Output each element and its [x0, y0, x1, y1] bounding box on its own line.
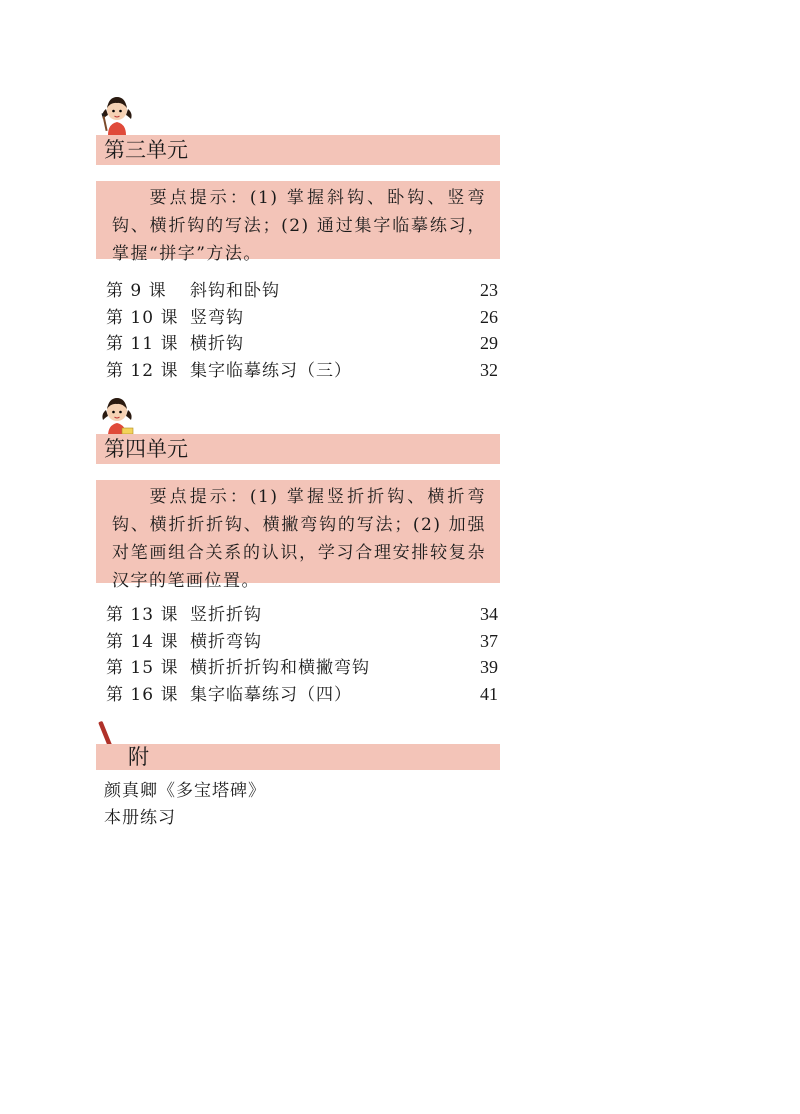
- lesson-title: 竖折折钩: [190, 605, 262, 625]
- lesson-page: 39: [480, 657, 498, 677]
- lesson-page: 29: [480, 333, 498, 353]
- lesson-number: 第 11 课: [106, 334, 179, 354]
- lesson-number: 第 12 课: [106, 360, 179, 381]
- tips-text: 要点提示：(1) 掌握竖折折钩、横折弯钩、横折折折钩、横撇弯钩的写法；(2) 加强对笔画组合关系的认识，学习合理安排较复杂汉字的笔画位置。: [112, 487, 486, 591]
- lesson-number: 第 15 课: [106, 658, 179, 678]
- lesson-title: 竖弯钩: [190, 307, 244, 328]
- lesson-list: [96, 276, 500, 382]
- lesson-item[interactable]: [96, 680, 500, 707]
- tips-text: 要点提示：(1) 掌握斜钩、卧钩、竖弯钩、横折钩的写法；(2) 通过集字临摹练习，掌握“拼字”方法。: [112, 188, 486, 264]
- lesson-item[interactable]: [96, 600, 500, 627]
- lesson-number: 第 13 课: [106, 605, 179, 625]
- appendix-item[interactable]: 颜真卿《多宝塔碑》: [104, 781, 266, 801]
- lesson-item[interactable]: [96, 653, 500, 680]
- unit-title-bar: [96, 434, 500, 464]
- lesson-list: [96, 600, 500, 706]
- lesson-page: 41: [480, 683, 498, 704]
- lesson-item[interactable]: [96, 627, 500, 654]
- unit-3: [96, 135, 500, 382]
- lesson-number: 第 14 课: [106, 631, 179, 652]
- unit-4: [96, 434, 500, 706]
- lesson-item[interactable]: [96, 303, 500, 330]
- unit-title: 第三单元: [104, 138, 188, 162]
- unit-title: 第四单元: [104, 437, 188, 461]
- appendix-list: [96, 778, 500, 832]
- lesson-number: 第 16 课: [106, 684, 179, 705]
- lesson-page: 37: [480, 630, 498, 651]
- appendix-item[interactable]: 本册练习: [104, 808, 176, 828]
- appendix-title: 附: [128, 745, 149, 769]
- lesson-page: 32: [480, 359, 498, 380]
- girl-mascot-icon: [100, 95, 134, 135]
- lesson-item[interactable]: [96, 329, 500, 356]
- lesson-title: 集字临摹练习（三）: [190, 360, 352, 381]
- lesson-item[interactable]: [96, 276, 500, 303]
- lesson-page: 26: [480, 306, 498, 327]
- tips-box: [96, 480, 500, 591]
- lesson-number: 第 10 课: [106, 307, 179, 328]
- unit-title-bar: [96, 135, 500, 165]
- lesson-title: 横折折折钩和横撇弯钩: [190, 658, 370, 678]
- lesson-title: 集字临摹练习（四）: [190, 684, 352, 705]
- lesson-title: 斜钩和卧钩: [190, 281, 280, 301]
- lesson-page: 23: [480, 280, 498, 300]
- lesson-title: 横折钩: [190, 334, 244, 354]
- lesson-title: 横折弯钩: [190, 631, 262, 652]
- tips-box: [96, 181, 500, 264]
- girl-mascot-icon: [100, 396, 134, 436]
- appendix-title-bar: [96, 744, 500, 770]
- lesson-page: 34: [480, 604, 498, 624]
- lesson-item[interactable]: [96, 356, 500, 383]
- appendix: [96, 744, 500, 832]
- lesson-number: 第 9 课: [106, 281, 167, 301]
